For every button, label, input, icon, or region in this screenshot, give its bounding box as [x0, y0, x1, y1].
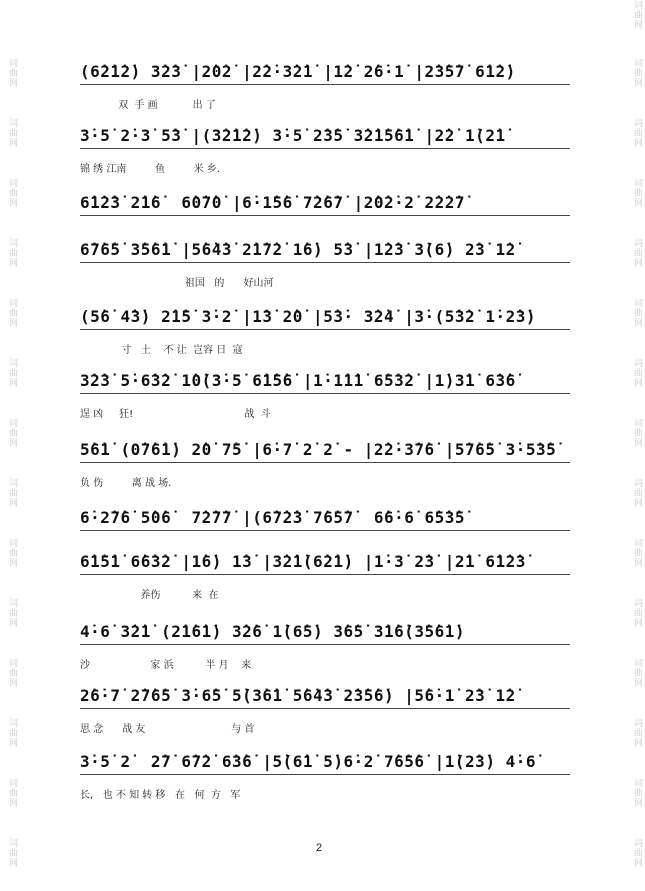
- lyrics-line: 寸 土 不 让 岂容 日 寇: [80, 345, 243, 356]
- lyrics-line: 长, 也 不 知 转 移 在 何 方 军: [80, 790, 241, 801]
- lyrics-line: 养伤 来 在: [80, 590, 219, 601]
- watermark-text: 词曲网: [7, 658, 17, 688]
- watermark-text: 词曲网: [7, 358, 17, 388]
- lyrics-line: 思 念 战 友 与 首: [80, 724, 255, 735]
- watermark-text: 词曲网: [632, 298, 642, 328]
- notation-line: 3̇2̇3̇ 5̇·6̇3̇2̇ 1̇0̇(3̇·5̇ 6̇1̇5̇6̇ |1̇·1̇1̇1̇ 6̇5̇3̇2̇ |1̇)3̇1̇ 6̇3̇6̇: [80, 371, 570, 391]
- watermark-text: 词曲网: [632, 838, 642, 868]
- watermark-text: 词曲网: [632, 538, 642, 568]
- notation-line: 4̇·6̇ 3̇2̇1̇ (2̇1̇6̇1̇) 3̇2̇6̇ 1̇(6̇5̇) 3̇6̇5̇ 3̇1̇6̇(3̇5̇6̇1̇): [80, 622, 570, 642]
- watermark-text: 词曲网: [7, 598, 17, 628]
- notation-line: 3̇·5̇ 2̇·3̇ 5̇3̇ |(3̇2̇1̇2̇) 3̇·5̇ 2̇3̇5̇ 3̇2̇1̇5̇6̇1̇ |2̇2̇ 1̇(2̇1̇: [80, 126, 570, 146]
- notation-line: 5̇6̇1̇ (0̇7̇6̇1̇) 2̇0̇ 7̇5̇ |6̇·7̇ 2̇ 2̇ - |2̇2̇·3̇7̇6̇ |5̇7̇6̇5̇ 3̇·5̇3̇5̇: [80, 440, 570, 460]
- lyrics-line: 双 手 画 出 了: [80, 100, 216, 111]
- watermark-text: 词曲网: [7, 718, 17, 748]
- watermark-text: 词曲网: [7, 478, 17, 508]
- notation-line: 6̇1̇2̇3̇ 2̇1̇6̇ 6̇0̇7̇0̇ |6̇·1̇5̇6̇ 7̇2̇6̇7̇ |2̇0̇2̇·2̇ 2̇2̇2̇7̇: [80, 193, 570, 213]
- watermark-text: 词曲网: [632, 58, 642, 88]
- watermark-text: 词曲网: [7, 538, 17, 568]
- watermark-text: 词曲网: [632, 418, 642, 448]
- watermark-text: 词曲网: [632, 178, 642, 208]
- watermark-text: 词曲网: [632, 118, 642, 148]
- watermark-text: 词曲网: [632, 778, 642, 808]
- page-number: 2: [316, 842, 323, 854]
- lyrics-line: 沙 家 浜 半 月 来: [80, 660, 252, 671]
- watermark-text: 词曲网: [632, 718, 642, 748]
- notation-line: 2̇6̇·7̇ 2̇7̇6̇5̇ 3̇·6̇5̇ 5̇(3̇6̇1̇ 5̇6̇4̇3̇ 2̇3̇5̇6̇) |5̇6̇·1̇ 2̇3̇ 1̇2̇: [80, 686, 570, 706]
- lyrics-line: 逞 凶 狂! 战 斗: [80, 409, 271, 420]
- notation-line: 6̇·2̇7̇6̇ 5̇0̇6̇ 7̇2̇7̇7̇ |(6̇7̇2̇3̇ 7̇6̇5̇7̇ 6̇6̇·6̇ 6̇5̇3̇5̇: [80, 508, 570, 528]
- lyrics-line: 锦 绣 江南 鱼 米 乡.: [80, 164, 220, 175]
- watermark-text: 词曲网: [7, 778, 17, 808]
- notation-line: (6̇2̇1̇2̇) 3̇2̇3̇ |2̇0̇2̇ |2̇2̇·3̇2̇1̇ |1̇2̇ 2̇6̇·1̇ |2̇3̇5̇7̇ 6̇1̇2̇): [80, 62, 570, 82]
- watermark-text: 词曲网: [7, 58, 17, 88]
- watermark-text: 词曲网: [632, 358, 642, 388]
- watermark-text: 词曲网: [632, 238, 642, 268]
- watermark-text: 词曲网: [7, 238, 17, 268]
- notation-line: (5̇6̇ 4̇3̇) 2̇1̇5̇ 3̇·2̇ |1̇3̇ 2̇0̇ |5̇3̇· 3̇2̇4̇ |3̇·(5̇3̇2̇ 1̇·2̇3̇): [80, 307, 570, 327]
- watermark-text: 词曲网: [632, 598, 642, 628]
- watermark-text: 词曲网: [7, 298, 17, 328]
- watermark-text: 词曲网: [7, 418, 17, 448]
- notation-line: 6̇1̇5̇1̇ 6̇6̇3̇2̇ |1̇6̇) 1̇3̇ |3̇2̇1̇(6̇2̇1̇) |1̇·3̇ 2̇3̇ |2̇1̇ 6̇1̇2̇3̇: [80, 552, 570, 572]
- watermark-text: 词曲网: [7, 118, 17, 148]
- watermark-text: 词曲网: [632, 478, 642, 508]
- lyrics-line: 负 伤 离 战 场.: [80, 478, 172, 489]
- watermark-text: 词曲网: [7, 838, 17, 868]
- watermark-text: 词曲网: [7, 178, 17, 208]
- notation-line: 3̇·5̇ 2̇ 2̇7̇ 6̇7̇2̇ 6̇3̇6̇ |5̇(6̇1̇ 5̇)6̇·2̇ 7̇6̇5̇6̇ |1̇(2̇3̇) 4̇·6̇: [80, 752, 570, 772]
- lyrics-line: 祖国 的 好山河: [80, 278, 274, 289]
- watermark-text: 词曲网: [632, 0, 642, 30]
- notation-line: 6̇7̇6̇5̇ 3̇5̇6̇1̇ |5̇6̇4̇3̇ 2̇1̇7̇2̇ 1̇6̇) 5̇3̇ |1̇2̇3̇ 3̇(6̇) 2̇3̇ 1̇2̇: [80, 240, 570, 260]
- watermark-text: 词曲网: [632, 658, 642, 688]
